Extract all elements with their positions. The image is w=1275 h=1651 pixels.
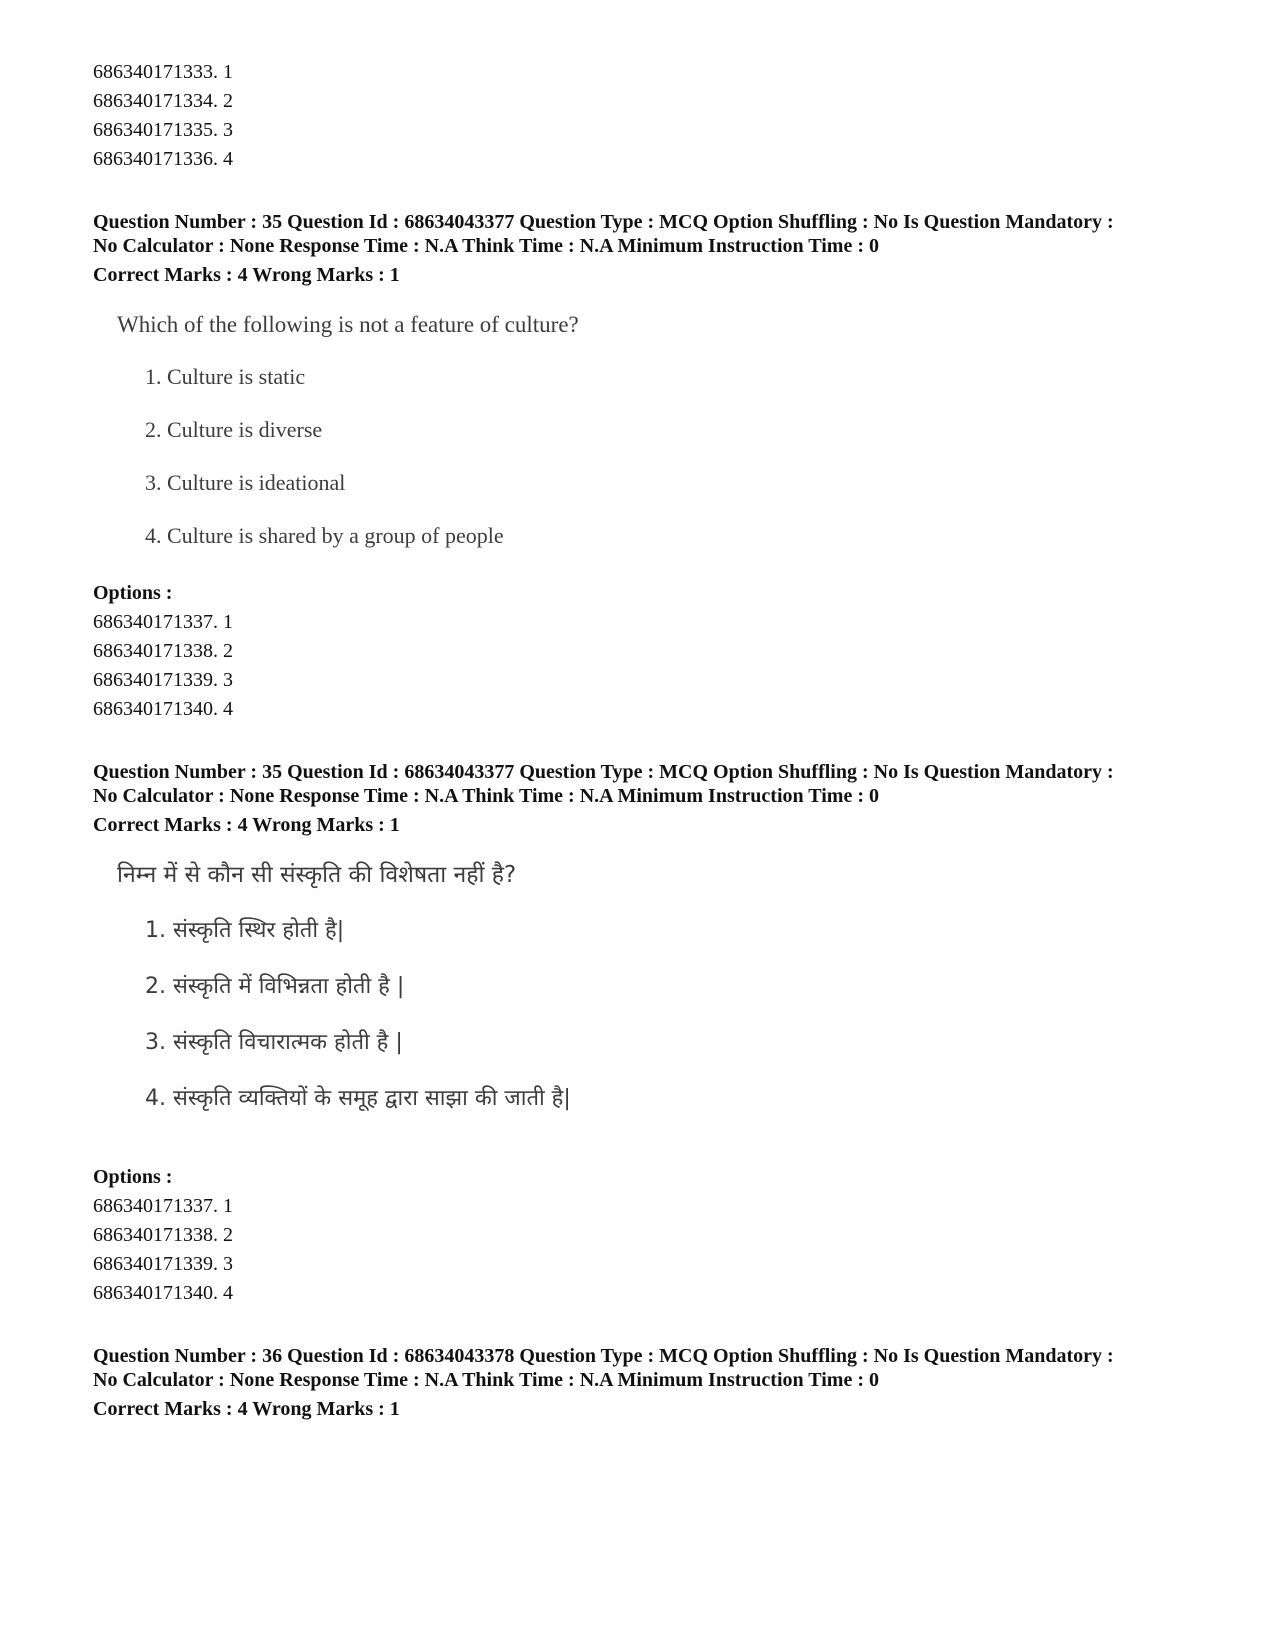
option-id-line: 686340171339. 3 (93, 1253, 233, 1275)
marks-line: Correct Marks : 4 Wrong Marks : 1 (93, 1398, 400, 1420)
question-text: निम्न में से कौन सी संस्कृति की विशेषता नहीं है? (117, 862, 517, 888)
option-id-line: 686340171335. 3 (93, 119, 233, 141)
document-page (93, 58, 1193, 1421)
marks-line: Correct Marks : 4 Wrong Marks : 1 (93, 814, 400, 836)
question-meta-line: Question Number : 35 Question Id : 68634043377 Question Type : MCQ Option Shuffling : No Is Question Mandatory : (93, 211, 1114, 233)
option-id-line: 686340171336. 4 (93, 148, 233, 170)
option-id-line: 686340171339. 3 (93, 669, 233, 691)
option-id-line: 686340171337. 1 (93, 1195, 233, 1217)
question-meta-line: No Calculator : None Response Time : N.A Think Time : N.A Minimum Instruction Time : 0 (93, 785, 879, 807)
question-choice: 3. संस्कृति विचारात्मक होती है | (145, 1030, 403, 1055)
option-id-line: 686340171338. 2 (93, 640, 233, 662)
question-meta-line: No Calculator : None Response Time : N.A Think Time : N.A Minimum Instruction Time : 0 (93, 1369, 879, 1391)
options-label: Options : (93, 1166, 173, 1188)
question-image (117, 859, 1193, 1163)
marks-line: Correct Marks : 4 Wrong Marks : 1 (93, 264, 400, 286)
option-id-line: 686340171337. 1 (93, 611, 233, 633)
question-choice: 2. Culture is diverse (145, 417, 323, 442)
question-block-35-hindi (93, 760, 1193, 1308)
question-meta-line: No Calculator : None Response Time : N.A Think Time : N.A Minimum Instruction Time : 0 (93, 235, 879, 257)
question-choice: 4. Culture is shared by a group of people (145, 523, 504, 548)
question-block-36 (93, 1344, 1193, 1421)
option-id-line: 686340171333. 1 (93, 61, 233, 83)
question-block-35-english (93, 210, 1193, 724)
question-choice: 1. Culture is static (145, 364, 306, 389)
options-label: Options : (93, 582, 173, 604)
question-choice: 4. संस्कृति व्यक्तियों के समूह द्वारा साझा की जाती है| (145, 1086, 571, 1111)
previous-options-list (93, 58, 1193, 174)
question-meta-line: Question Number : 36 Question Id : 68634043378 Question Type : MCQ Option Shuffling : No Is Question Mandatory : (93, 1345, 1114, 1367)
question-choice: 3. Culture is ideational (145, 470, 346, 495)
question-choice: 2. संस्कृति में विभिन्नता होती है | (145, 974, 405, 999)
question-choice: 1. संस्कृति स्थिर होती है| (145, 918, 345, 943)
question-text: Which of the following is not a feature of culture? (117, 312, 579, 337)
question-meta-line: Question Number : 35 Question Id : 68634043377 Question Type : MCQ Option Shuffling : No Is Question Mandatory : (93, 761, 1114, 783)
option-id-line: 686340171334. 2 (93, 90, 233, 112)
option-id-line: 686340171338. 2 (93, 1224, 233, 1246)
question-image (117, 311, 1193, 579)
option-id-line: 686340171340. 4 (93, 698, 233, 720)
option-id-line: 686340171340. 4 (93, 1282, 233, 1304)
